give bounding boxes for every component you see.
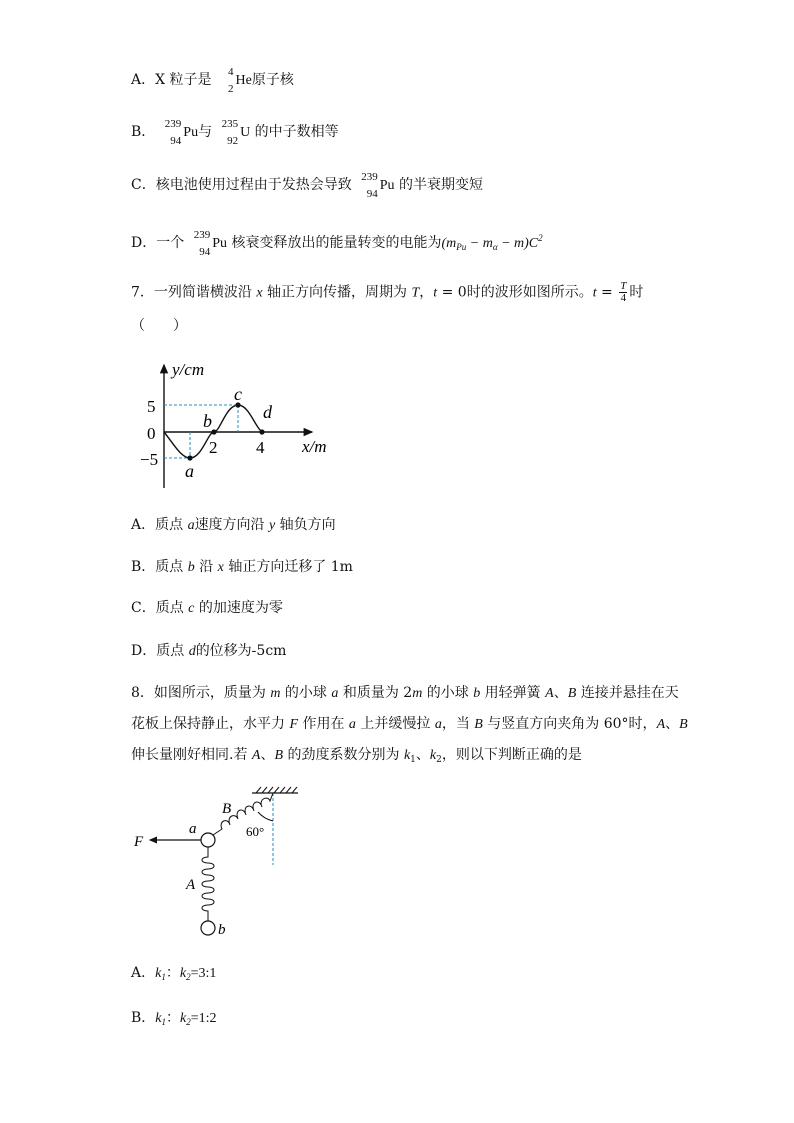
q6-c-symbol: Pu (379, 178, 395, 193)
q7-stem: 7．一列简谐横波沿 x 轴正方向传播，周期为 T，t = 0时的波形如图所示。t = $\frac{T}{4}$ 时 (131, 280, 644, 304)
q7-answer-paren: （ ） (131, 318, 187, 334)
q6-c-nuclide-index: 239 94 (361, 171, 378, 200)
q8-spring-figure (130, 785, 310, 945)
q6-d-mid: 核衰变释放出的能量转变的电能为 (231, 235, 442, 251)
q8-label-A: A (186, 877, 196, 893)
q7-point-a (187, 455, 192, 460)
q7-tick-5: 5 (147, 397, 156, 416)
q6-a-suffix: 原子核 (251, 72, 294, 88)
q7-wave-figure (140, 355, 340, 495)
q8-ceiling-hatch (256, 787, 297, 793)
q7-tick-0: 0 (147, 424, 156, 443)
q8-stem-line1: 8．如图所示，质量为 m 的小球 a 和质量为 2m 的小球 b 用轻弹簧 A、B 连接并悬挂在天 (131, 685, 679, 701)
q6-a-symbol: He (235, 73, 252, 88)
q7-label-b: b (203, 411, 212, 431)
q7-label-c: c (234, 384, 242, 404)
q7-label-d: d (263, 402, 272, 422)
q6-b-symbol2: U (240, 125, 251, 140)
q8-stem-line3: 伸长量刚好相同.若 A、B 的劲度系数分别为 $k_1$、$k_2$，则以下判断正确的是 (131, 747, 582, 765)
q6-b-prefix: B． (131, 124, 156, 140)
q7-y-label: y/cm (172, 360, 205, 379)
q8-label-angle: 60° (246, 824, 265, 839)
q7-option-c: C．质点 c 的加速度为零 (131, 600, 283, 616)
q6-a-prefix: A．X 粒子是 (131, 72, 212, 88)
q6-option-a (131, 66, 294, 95)
q8-option-b: B．$k_1$：$k_2=1:2$ (131, 1010, 217, 1027)
q6-b-suffix: 的中子数相等 (254, 124, 339, 140)
q6-d-formula: $(m_{Pu} - m_\alpha - m)C^2$ (441, 233, 543, 252)
q7-tick-x2: 2 (209, 438, 218, 457)
q7-fraction: $\frac{T}{4}$ (620, 280, 627, 304)
q6-b-nuclide2-index: 235 92 (221, 118, 239, 147)
q6-a-nuclide-index: 4 2 (228, 66, 234, 95)
q8-ball-b (201, 921, 215, 935)
q7-point-b (211, 429, 216, 434)
q8-label-a: a (189, 821, 197, 837)
q7-x-label: x/m (302, 437, 327, 456)
q6-d-prefix: D．一个 (131, 235, 185, 251)
q6-b-symbol1: Pu (183, 125, 199, 140)
q7-option-d: D．质点 d的位移为-5cm (131, 643, 287, 659)
q6-option-d (131, 228, 543, 257)
q6-b-nuclide1-index: 239 94 (164, 118, 182, 147)
q8-ball-a (201, 833, 215, 847)
q6-d-nuclide-index: 239 94 (193, 229, 211, 258)
q8-label-b: b (218, 922, 226, 938)
q6-c-suffix: 的半衰期变短 (398, 177, 483, 193)
q8-label-B: B (222, 801, 232, 817)
q6-c-prefix: C．核电池使用过程由于发热会导致 (131, 177, 352, 193)
q8-option-a: A．$k_1$：$k_2=3:1$ (131, 965, 217, 982)
q7-point-d (259, 429, 264, 434)
q8-label-F: F (134, 834, 144, 850)
q7-option-b: B．质点 b 沿 x 轴正方向迁移了 1m (131, 559, 353, 575)
q7-option-a: A．质点 a速度方向沿 y 轴负方向 (131, 517, 336, 533)
q8-spring-a (202, 847, 214, 921)
q7-tick-neg5: −5 (140, 450, 159, 469)
q6-option-c (131, 171, 483, 200)
q8-angle-arc (258, 812, 273, 821)
q6-b-mid: 与 (198, 124, 213, 140)
q7-label-a: a (185, 461, 194, 481)
q8-stem-line2: 花板上保持静止，水平力 F 作用在 a 上并缓慢拉 a，当 B 与竖直方向夹角为 60°时，A、B (131, 716, 688, 732)
q6-option-b (131, 118, 339, 147)
q7-tick-x4: 4 (256, 438, 265, 457)
q6-d-symbol: Pu (212, 236, 228, 251)
